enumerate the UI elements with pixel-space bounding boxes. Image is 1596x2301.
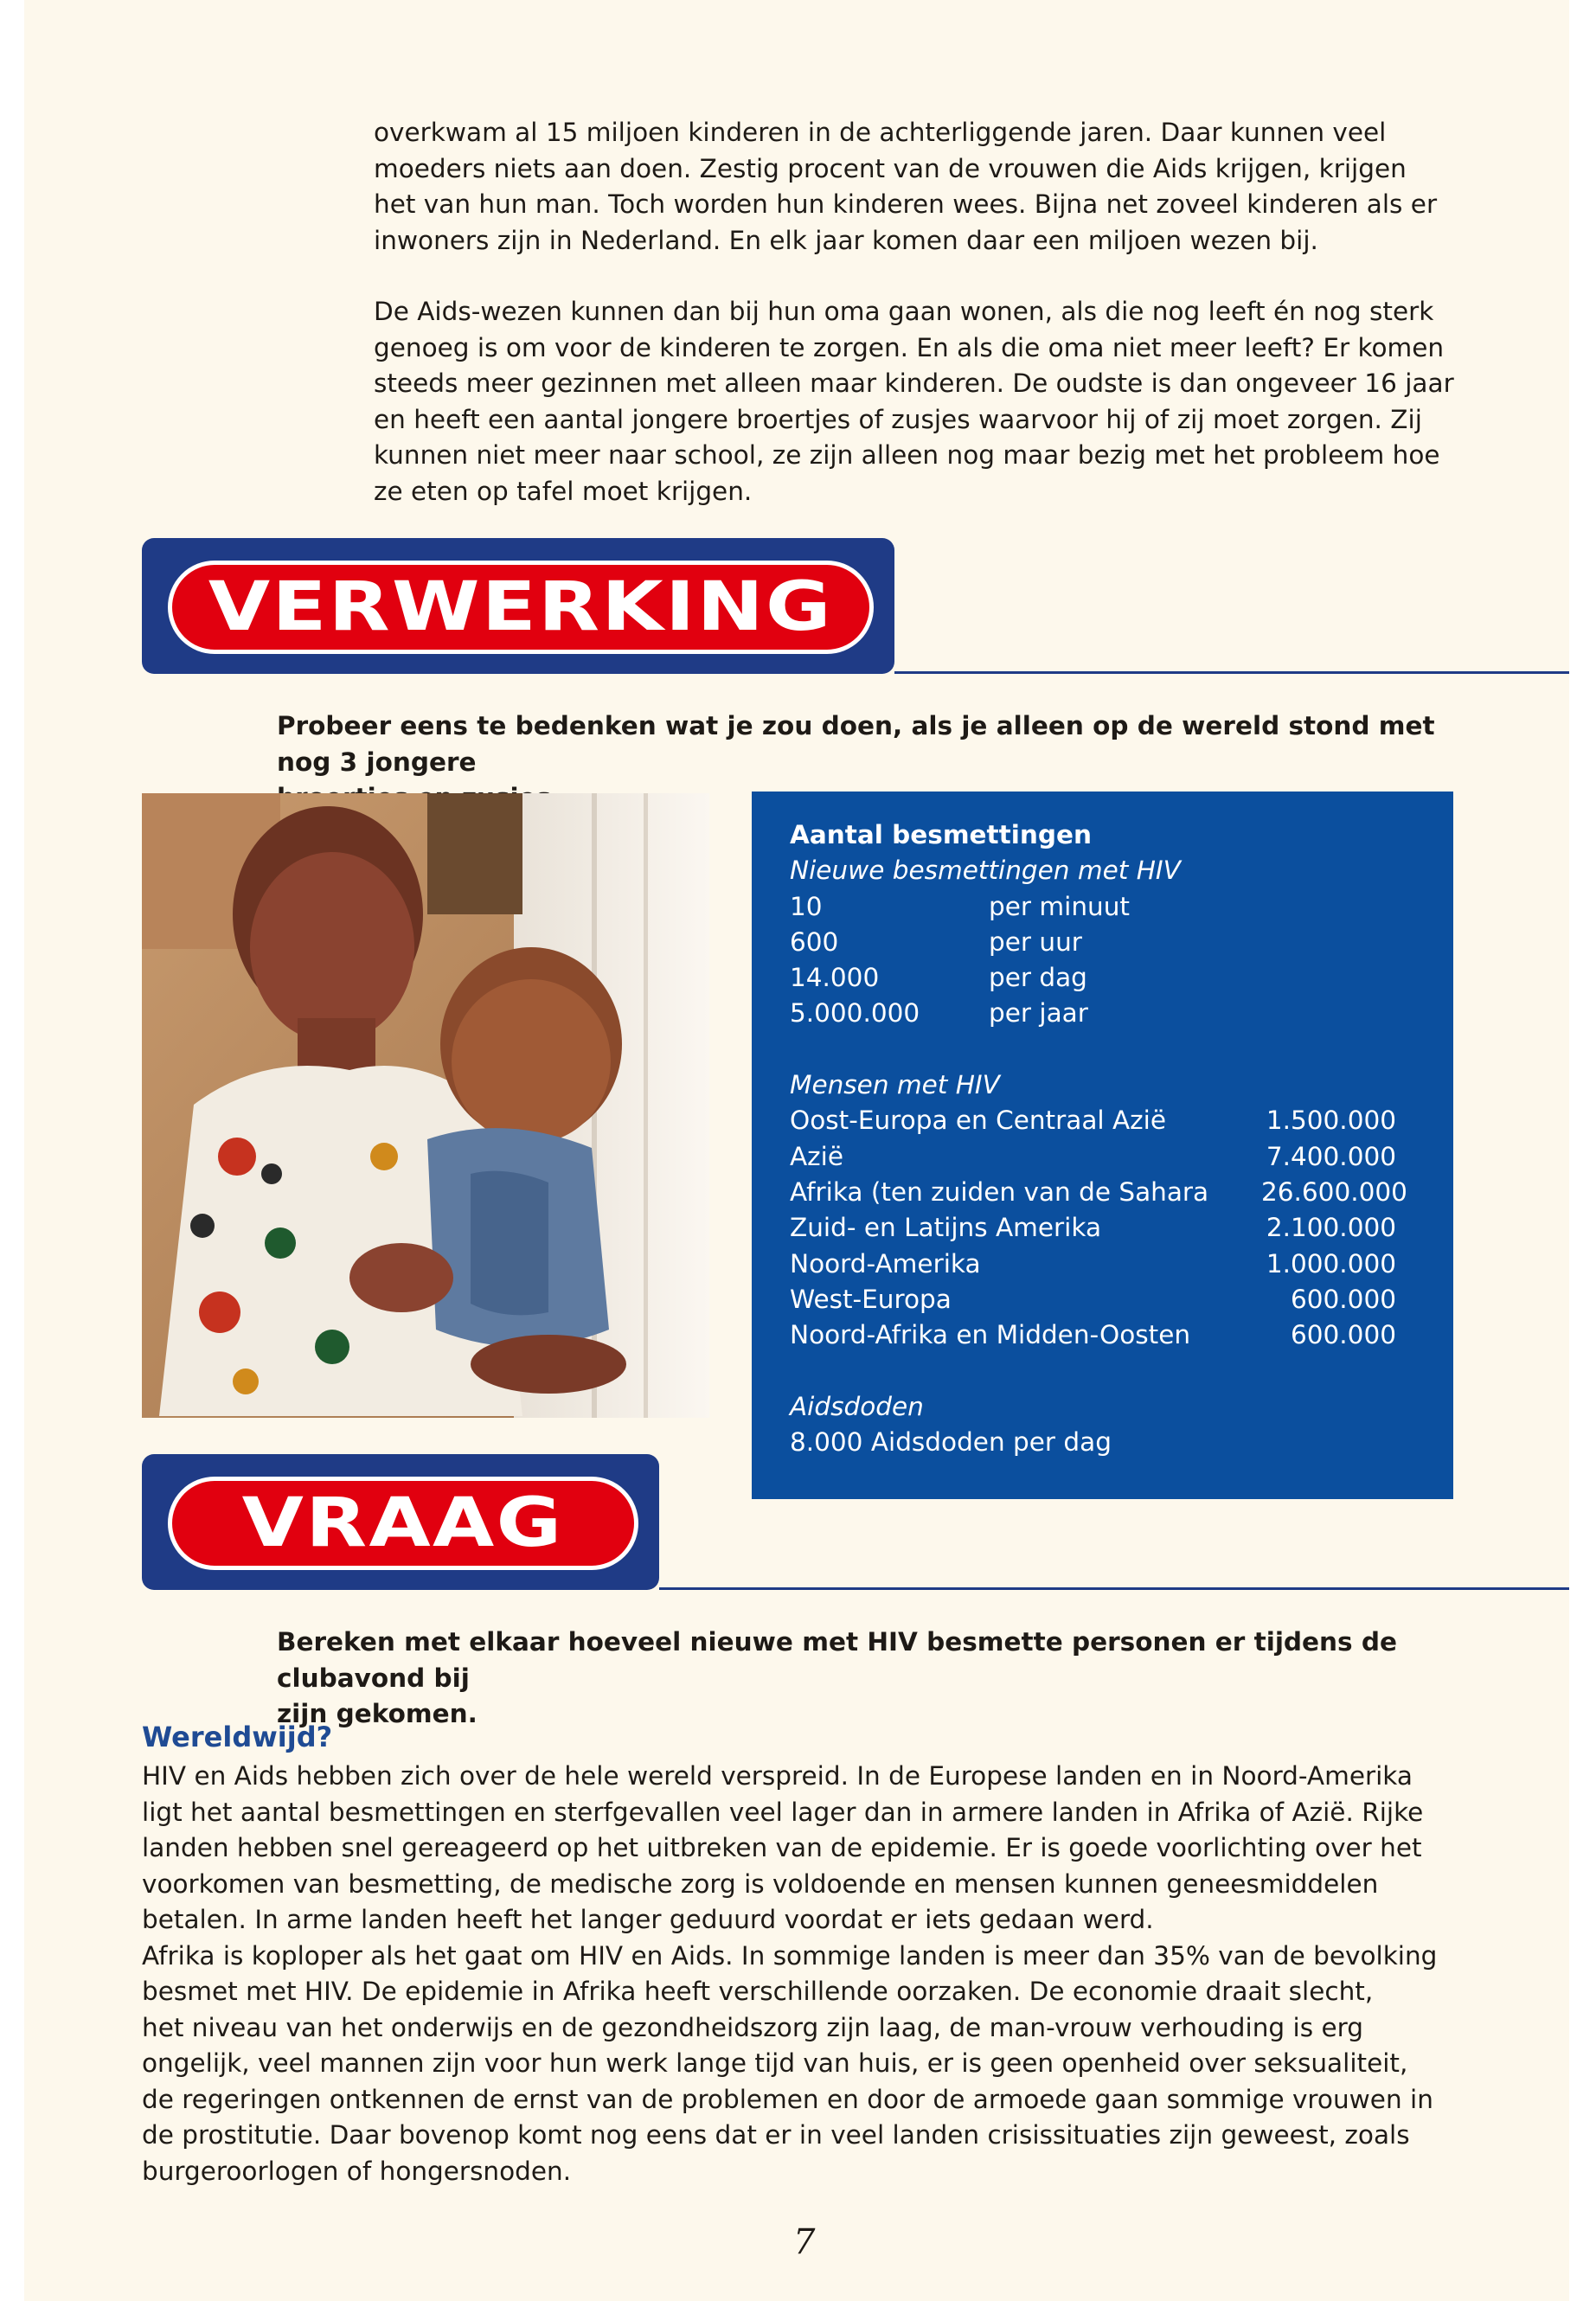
new-infections-row: 10 per minuut: [790, 891, 1130, 921]
verwerking-pill: [168, 561, 874, 654]
new-infections-subheading: Nieuwe besmettingen met HIV: [790, 856, 1181, 886]
wereldwijd-body: HIV en Aids hebben zich over de hele wereld verspreid. In de Europese landen en in Noord-Amerika ligt het aantal besmettingen en sterfgevallen veel lager dan in armere landen in Afrika of Azië. Rijke landen hebben snel gereageerd op het uitbreken van de epidemie. Er is goede voorlichting over het voorkomen van besmetting, de medische zorg is voldoende en mensen kunnen geneesmiddelen betalen. In arme landen heeft het langer geduurd voordat er iets gedaan werd. Afrika is koploper als het gaat om HIV en Aids. In sommige landen is meer dan 35% van de bevolking besmet met HIV. De epidemie in Afrika heeft verschillende oorzaken. De economie draait slecht, het niveau van het onderwijs en de gezondheidszorg zijn laag, de man-vrouw verhouding is erg ongelijk, veel mannen zijn voor hun werk lange tijd van huis, er is geen openheid over seksualiteit, de regeringen ontkennen de ernst van de problemen en door de armoede gaan sommige vrouwen in de prostitutie. Daar bovenop komt nog eens dat er in veel landen crisissituaties zijn geweest, zoals burgeroorlogen of hongersnoden.: [142, 1761, 1438, 2186]
new-infections-row: 14.000 per dag: [790, 963, 1087, 993]
statistics-box: [752, 792, 1453, 1499]
mother-and-child-photo: [142, 793, 709, 1418]
stats-heading: Aantal besmettingen: [790, 820, 1093, 849]
region-row: Azië 7.400.000: [790, 1141, 1396, 1171]
page-number: 7: [793, 2222, 816, 2262]
wereldwijd-heading: Wereldwijd?: [142, 1721, 333, 1753]
vraag-pill: [168, 1477, 638, 1570]
photo-illustration: [142, 793, 709, 1418]
region-row: West-Europa 600.000: [790, 1284, 1396, 1314]
region-row: Zuid- en Latijns Amerika 2.100.000: [790, 1213, 1396, 1243]
verwerking-title: VERWERKING: [208, 568, 833, 646]
vraag-task: Bereken met elkaar hoeveel nieuwe met HIV besmette personen er tijdens de clubavond bij zijn gekomen.: [277, 1627, 1398, 1728]
region-row: Noord-Amerika 1.000.000: [790, 1248, 1396, 1279]
region-row: Oost-Europa en Centraal Azië 1.500.000: [790, 1106, 1396, 1136]
intro-paragraph-2: De Aids-wezen kunnen dan bij hun oma gaan wonen, als die nog leeft én nog sterk genoeg is om voor de kinderen te zorgen. En als die oma niet meer leeft? Er komen steeds meer gezinnen met alleen maar kinderen. De oudste is dan ongeveer 16 jaar en heeft een aantal jongere broertjes of zusjes waarvoor hij of zij moet zorgen. Zij kunnen niet meer naar school, ze zijn alleen nog maar bezig met het probleem hoe ze eten op tafel moet krijgen.: [374, 297, 1454, 506]
people-with-hiv-subheading: Mensen met HIV: [790, 1070, 1000, 1100]
new-infections-row: 5.000.000 per jaar: [790, 998, 1088, 1029]
aids-deaths-subheading: Aidsdoden: [790, 1391, 924, 1421]
new-infections-row: 600 per uur: [790, 926, 1082, 957]
intro-paragraph-1: overkwam al 15 miljoen kinderen in de achterliggende jaren. Daar kunnen veel moeders niets aan doen. Zestig procent van de vrouwen die Aids krijgen, krijgen het van hun man. Toch worden hun kinderen wees. Bijna net zoveel kinderen als er inwoners zijn in Nederland. En elk jaar komen daar een miljoen wezen bij.: [374, 118, 1438, 255]
verwerking-rule: [894, 671, 1569, 674]
verwerking-banner: [142, 538, 894, 674]
vraag-title: VRAAG: [242, 1484, 564, 1562]
region-row: Noord-Afrika en Midden-Oosten 600.000: [790, 1320, 1396, 1350]
aids-deaths-text: 8.000 Aidsdoden per dag: [790, 1427, 1112, 1458]
verwerking-task: Probeer eens te bedenken wat je zou doen, als je alleen op de wereld stond met nog 3 jongere: [277, 711, 1435, 777]
region-row: Afrika (ten zuiden van de Sahara 26.600.000: [790, 1176, 1407, 1207]
vraag-rule: [659, 1587, 1569, 1590]
vraag-banner: [142, 1454, 659, 1590]
